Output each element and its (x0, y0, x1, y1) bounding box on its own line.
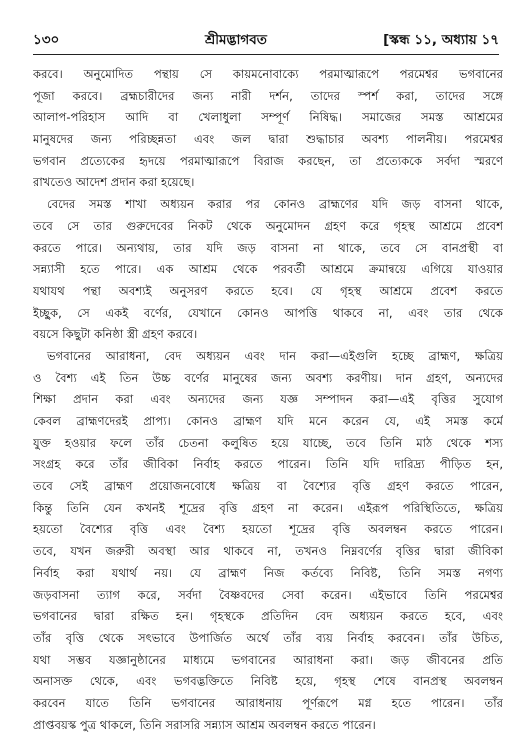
text-line: করতে পারে। অন্যথায়, তার যদি জড় বাসনা না থাকে, তবে সে বানপ্রস্থী বা (33, 240, 503, 255)
text-line: বেদের সমস্ত শাখা অধ্যয়ন করার পর কোনও ব্রাহ্মণের যদি জড় বাসনা থাকে, (47, 197, 503, 212)
text-line: পূজা করবে। ব্রহ্মচারীদের জন্য নারী দর্শন, তাদের স্পর্শ করা, তাদের সঙ্গে (33, 88, 503, 103)
text-line: তবে, যখন জরুরী অবস্থা আর থাকবে না, তখনও নিম্নবর্ণের বৃত্তির দ্বারা জীবিকা (33, 544, 503, 559)
header-divider (33, 54, 499, 55)
text-line: তবে সে তার গুরুদেবের নিকট থেকে অনুমোদন গ্রহণ করে গৃহস্থ আশ্রমে প্রবেশ (33, 218, 503, 233)
text-line: মানুষদের জন্য পরিচ্ছন্নতা এবং জল দ্বারা শুদ্ধাচার অবশ্য পালনীয়। পরমেশ্বর (33, 132, 503, 147)
text-line: ভগবান প্রত্যেকের হৃদয়ে পরমাত্মারূপে বিরাজ করছেন, তা প্রত্যেককে সর্বদা স্মরণে (33, 153, 503, 168)
text-line: যথা সম্ভব যজ্ঞানুষ্ঠানের মাধ্যমে ভগবানের আরাধনা করা। জড় জীবনের প্রতি (33, 652, 503, 667)
text-line: নির্বাহ করা যথার্থ নয়। যে ব্রাহ্মণ নিজ কর্তব্যে নিবিষ্ট, তিনি সমস্ত নগণ্য (33, 565, 503, 580)
text-line: সন্ন্যাসী হতে পারে। এক আশ্রম থেকে পরবর্তী আশ্রমে ক্রমান্বয়ে এগিয়ে যাওয়ার (33, 262, 503, 277)
text-line: যথাযথ পন্থা অবশ্যই অনুসরণ করতে হবে। যে গৃহস্থ আশ্রমে প্রবেশ করতে (33, 283, 503, 298)
text-line: সংগ্রহ করে তাঁর জীবিকা নির্বাহ করতে পারেন। তিনি যদি দারিদ্র্য পীড়িত হন, (33, 457, 503, 472)
text-line: জড়বাসনা ত্যাগ করে, সর্বদা বৈষ্ণবদের সেবা করেন। এইভাবে তিনি পরমেশ্বর (33, 587, 503, 602)
text-line: তাঁর বৃত্তি থেকে সৎভাবে উপার্জিত অর্থে তাঁর ব্যয় নির্বাহ করবেন। তাঁর উচিত, (33, 630, 503, 645)
text-line: প্রাপ্তবয়স্ক পুত্র থাকলে, তিনি সরাসরি সন্ন্যাস আশ্রম অবলম্বন করতে পারেন। (33, 717, 376, 732)
text-line: বয়সে কিছুটা কনিষ্ঠা স্ত্রী গ্রহণ করবে। (33, 327, 198, 342)
text-line: তবে সেই ব্রাহ্মণ প্রয়োজনবোধে ক্ষত্রিয় বা বৈশ্যের বৃত্তি গ্রহণ করতে পারেন, (33, 479, 503, 494)
text-line: করবে। অনুমোদিত পন্থায় সে কায়মনোবাক্যে পরমাত্মারূপে পরমেশ্বর ভগবানের (33, 67, 503, 81)
text-line: রাখতেও আদেশ প্রদান করা হয়েছে। (33, 175, 195, 190)
text-line: ইচ্ছুক, সে একই বর্ণের, যেখানে কোনও আপত্তি থাকবে না, এবং তার থেকে (33, 305, 503, 320)
page-number: ১৩০ (33, 32, 60, 48)
canto-chapter-label: [স্কন্ধ ১১, অধ্যায় ১৭ (383, 32, 499, 48)
text-line: শিক্ষা প্রদান করা এবং অন্যদের জন্য যজ্ঞ সম্পাদন করা—এই বৃত্তির সুযোগ (33, 392, 503, 407)
text-line: কিন্তু তিনি যেন কখনই শূদ্রের বৃত্তি গ্রহণ না করেন। এইরূপ পরিস্থিতিতে, ক্ষত্রিয় (33, 500, 503, 515)
text-line: ভগবানের আরাধনা, বেদ অধ্যয়ন এবং দান করা—এইগুলি হচ্ছে ব্রাহ্মণ, ক্ষত্রিয় (47, 348, 503, 363)
text-line: আলাপ-পরিহাস আদি বা খেলাধুলা সম্পূর্ণ নিষিদ্ধ। সমাজের সমস্ত আশ্রমের (33, 110, 503, 125)
text-line: হয়তো বৈশ্যের বৃত্তি এবং বৈশ্য হয়তো শূদ্রের বৃত্তি অবলম্বন করতে পারেন। (33, 522, 503, 537)
text-line: ও বৈশ্য এই তিন উচ্চ বর্ণের মানুষের জন্য অবশ্য করণীয়। দান গ্রহণ, অন্যদের (33, 370, 503, 385)
text-line: করবেন যাতে তিনি ভগবানের আরাধনায় পূর্ণরূপে মগ্ন হতে পারেন। তাঁর (33, 695, 503, 710)
text-line: কেবল ব্রাহ্মণদেরই প্রাপ্য। কোনও ব্রাহ্মণ যদি মনে করেন যে, এই সমস্ত কর্মে (33, 414, 503, 428)
purport-text (33, 64, 503, 736)
book-title: শ্রীমদ্ভাগবত (205, 32, 267, 48)
text-line: অনাসক্ত থেকে, এবং ভগবদ্ভক্তিতে নিবিষ্ট হয়ে, গৃহস্থ শেষে বানপ্রস্থ অবলম্বন (33, 674, 503, 689)
text-line: যুক্ত হওয়ার ফলে তাঁর চেতনা কলুষিত হয়ে যাচ্ছে, তবে তিনি মাঠ থেকে শস্য (33, 435, 503, 450)
text-line: ভগবানের দ্বারা রক্ষিত হন। গৃহস্থকে প্রতিদিন বেদ অধ্যয়ন করতে হবে, এবং (33, 609, 503, 624)
page-header (33, 29, 499, 51)
